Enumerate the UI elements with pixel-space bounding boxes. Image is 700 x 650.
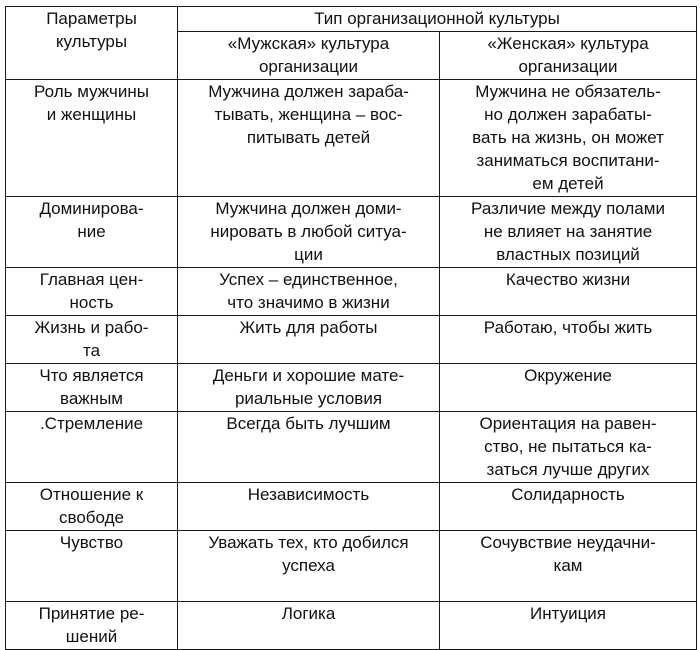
female-culture-cell: Солидарность	[440, 483, 697, 531]
table-row	[6, 531, 697, 602]
culture-comparison-table	[5, 6, 697, 650]
female-culture-cell: Различие между полами не влияет на занятие властных позиций	[440, 197, 697, 268]
female-culture-cell: Мужчина не обязатель- но должен зарабаты- вать на жизнь, он может заниматься воспитани- ем детей	[440, 80, 697, 197]
param-cell: Главная цен- ность	[6, 268, 178, 316]
param-cell: Жизнь и рабо- та	[6, 316, 178, 364]
female-culture-cell: Сочувствие неудачни- кам	[440, 531, 697, 602]
header-female-culture-cell: «Женская» культура организации	[440, 32, 697, 80]
female-culture-cell: Качество жизни	[440, 268, 697, 316]
male-culture-cell: Уважать тех, кто добился успеха	[178, 531, 440, 602]
male-culture-cell: Деньги и хорошие мате- риальные условия	[178, 364, 440, 412]
male-culture-cell: Мужчина должен доми- нировать в любой ситуа- ции	[178, 197, 440, 268]
param-cell: Роль мужчины и женщины	[6, 80, 178, 197]
header-male-culture-cell: «Мужская» культура организации	[178, 32, 440, 80]
param-cell: .Стремление	[6, 412, 178, 483]
table-row	[6, 602, 697, 650]
param-cell: Что является важным	[6, 364, 178, 412]
male-culture-cell: Независимость	[178, 483, 440, 531]
male-culture-cell: Логика	[178, 602, 440, 650]
table-row	[6, 483, 697, 531]
table-row	[6, 412, 697, 483]
header-params-cell: Параметры культуры	[6, 7, 178, 80]
table-row	[6, 197, 697, 268]
female-culture-cell: Окружение	[440, 364, 697, 412]
table-row	[6, 80, 697, 197]
male-culture-cell: Всегда быть лучшим	[178, 412, 440, 483]
table-row	[6, 268, 697, 316]
param-cell: Доминирова- ние	[6, 197, 178, 268]
female-culture-cell: Работаю, чтобы жить	[440, 316, 697, 364]
male-culture-cell: Успех – единственное, что значимо в жизни	[178, 268, 440, 316]
header-row	[6, 7, 697, 32]
female-culture-cell: Ориентация на равен- ство, не пытаться ка- заться лучше других	[440, 412, 697, 483]
param-cell: Принятие ре- шений	[6, 602, 178, 650]
param-cell: Отношение к свободе	[6, 483, 178, 531]
male-culture-cell: Мужчина должен зараба- тывать, женщина – вос- питывать детей	[178, 80, 440, 197]
female-culture-cell: Интуиция	[440, 602, 697, 650]
header-culture-type-cell: Тип организационной культуры	[178, 7, 697, 32]
param-cell: Чувство	[6, 531, 178, 602]
table-row	[6, 316, 697, 364]
male-culture-cell: Жить для работы	[178, 316, 440, 364]
table-row	[6, 364, 697, 412]
